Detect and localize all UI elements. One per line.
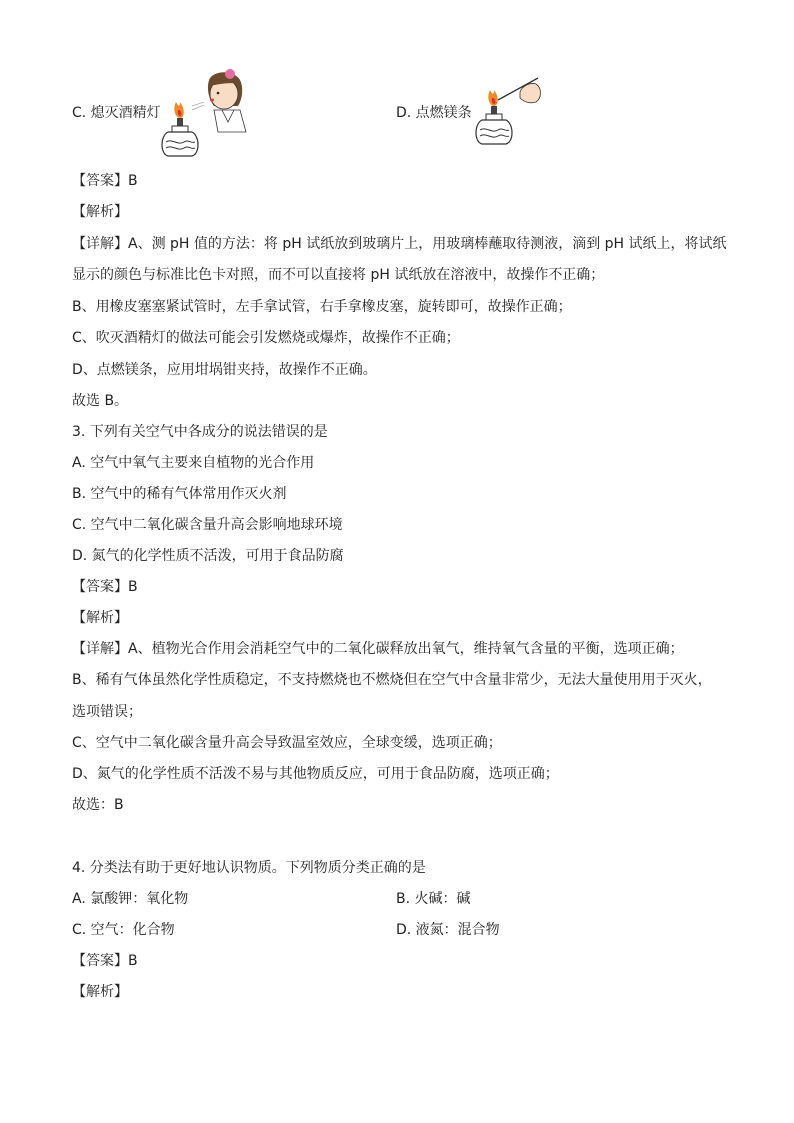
- alcohol-lamp: [476, 90, 512, 144]
- q3-detail-line: C、空气中二氧化碳含量升高会导致温室效应，全球变缓，选项正确；: [72, 735, 502, 751]
- q3-detail-line: D、氮气的化学性质不活泼不易与其他物质反应，可用于食品防腐，选项正确；: [72, 766, 559, 782]
- q3-option-a: A. 空气中氧气主要来自植物的光合作用: [72, 455, 315, 471]
- igniting-magnesium-illustration: [472, 70, 544, 152]
- q4-option-d: D. 液氮：混合物: [396, 922, 500, 938]
- q3-detail-line: B、稀有气体虽然化学性质稳定，不支持燃烧也不燃烧但在空气中含量非常少，无法大量使用用于灭火，: [72, 672, 712, 688]
- q2-conclusion: 故选 B。: [72, 393, 129, 409]
- hand-holding-strip: [498, 78, 541, 103]
- q3-detail-line: 【详解】A、植物光合作用会消耗空气中的二氧化碳释放出氧气，维持氧气含量的平衡，选项正确；: [72, 641, 684, 657]
- q2-analysis-label: 【解析】: [72, 204, 128, 220]
- q3-answer: 【答案】B: [72, 579, 138, 595]
- q4-option-b: B. 火碱：碱: [396, 891, 471, 907]
- q3-analysis-label: 【解析】: [72, 610, 128, 626]
- q2-detail-line: B、用橡皮塞塞紧试管时，左手拿试管，右手拿橡皮塞，旋转即可，故操作正确；: [72, 299, 572, 315]
- q3-option-c: C. 空气中二氧化碳含量升高会影响地球环境: [72, 517, 343, 533]
- q4-option-c: C. 空气：化合物: [72, 922, 175, 938]
- alcohol-lamp: [162, 102, 198, 156]
- q4-analysis-label: 【解析】: [72, 984, 128, 1000]
- q4-stem: 4. 分类法有助于更好地认识物质。下列物质分类正确的是: [72, 860, 426, 876]
- q2-option-c: C. 熄灭酒精灯: [72, 105, 161, 121]
- q2-answer: 【答案】B: [72, 173, 138, 189]
- q2-detail-line: D、点燃镁条，应用坩埚钳夹持，故操作不正确。: [72, 362, 377, 378]
- q3-option-d: D. 氮气的化学性质不活泼，可用于食品防腐: [72, 548, 344, 564]
- q3-conclusion: 故选：B: [72, 797, 124, 813]
- blowing-out-lamp-illustration: [158, 66, 248, 160]
- q3-detail-line: 选项错误；: [72, 704, 142, 720]
- q2-detail-line: 显示的颜色与标准比色卡对照，而不可以直接将 pH 试纸放在溶液中，故操作不正确；: [72, 267, 605, 283]
- girl-figure: [192, 69, 246, 132]
- q2-detail-line: 【详解】A、测 pH 值的方法：将 pH 试纸放到玻璃片上，用玻璃棒蘸取待测液，滴到 pH 试纸上，将试纸: [72, 236, 727, 252]
- q4-option-a: A. 氯酸钾：氧化物: [72, 891, 189, 907]
- q3-stem: 3. 下列有关空气中各成分的说法错误的是: [72, 424, 328, 440]
- q2-option-d: D. 点燃镁条: [396, 105, 472, 121]
- q2-detail-line: C、吹灭酒精灯的做法可能会引发燃烧或爆炸，故操作不正确；: [72, 330, 460, 346]
- q4-answer: 【答案】B: [72, 953, 138, 969]
- q3-option-b: B. 空气中的稀有气体常用作灭火剂: [72, 486, 287, 502]
